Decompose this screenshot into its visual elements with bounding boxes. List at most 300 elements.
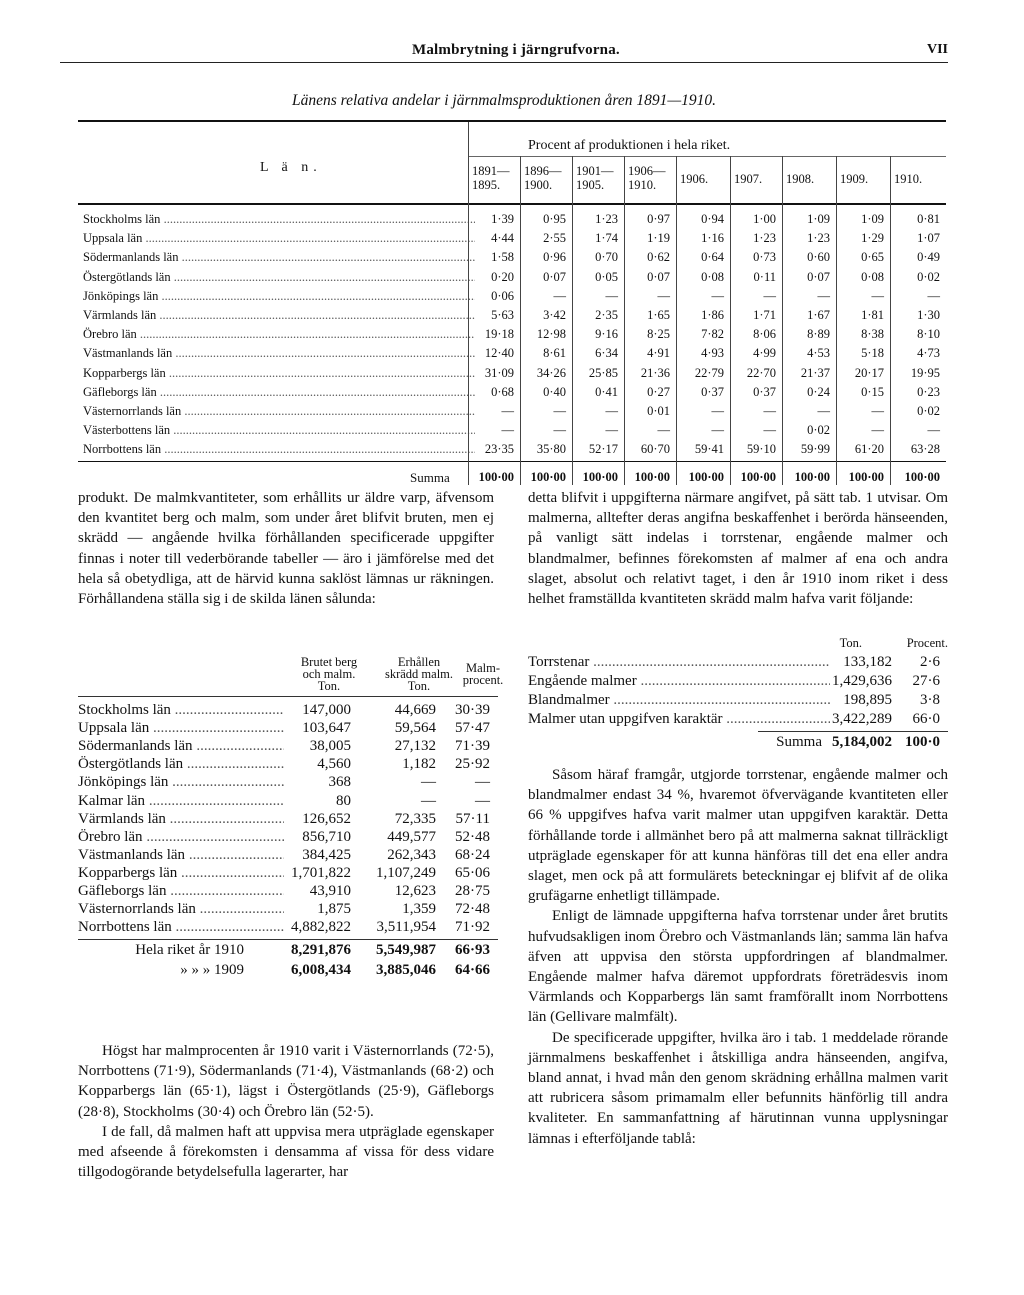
table2-cell-procent: 68·24 xyxy=(455,846,490,863)
table1-cell: — xyxy=(605,288,618,303)
table1-cell: — xyxy=(657,423,670,438)
table2-row-name: Värmlands län ..... xyxy=(78,811,284,828)
table2-cell-erhallen: — xyxy=(421,774,436,791)
table1-cell: 1·58 xyxy=(491,250,514,265)
table1-cell: 0·73 xyxy=(753,250,776,265)
table1-row xyxy=(78,212,946,230)
table2-cell-erhallen: 449,577 xyxy=(387,828,436,845)
table2-cell-brutet: 103,647 xyxy=(302,720,351,737)
table1-cell: 0·95 xyxy=(543,212,566,226)
table2-row-name: Västmanlands län ..... xyxy=(78,847,284,864)
table2-row-name: Örebro län ..... xyxy=(78,829,284,846)
table1-row xyxy=(78,442,946,460)
table3-row xyxy=(528,692,948,710)
table1-summa-cell: 100·00 xyxy=(634,470,670,484)
table1-cell: 0·41 xyxy=(595,384,618,399)
table2-cell-brutet: 4,560 xyxy=(317,756,351,773)
table1-cell: — xyxy=(711,423,724,438)
table1-cell: 5·18 xyxy=(861,346,884,361)
table1-cell: 22·70 xyxy=(746,365,776,380)
table2-row-name: Kopparbergs län ..... xyxy=(78,865,284,882)
table1-cell: 12·98 xyxy=(536,327,566,342)
table3 xyxy=(528,636,948,756)
table1-cell: 0·01 xyxy=(647,404,670,418)
table1-cell: 0·65 xyxy=(861,250,884,265)
table2-cell-procent: 52·48 xyxy=(455,828,490,845)
table2-total-rule xyxy=(78,939,498,940)
table1-col-header: 1906— 1910. xyxy=(628,164,666,192)
table1-cell: 4·73 xyxy=(917,346,940,361)
table1-col-header: 1908. xyxy=(786,172,815,186)
table1-cell: 22·79 xyxy=(694,365,724,380)
table1-summa-cell: 100·00 xyxy=(848,470,884,484)
running-head xyxy=(60,40,948,63)
paragraph-sasom: Såsom häraf framgår, utgjorde torrstenar, engående malmer och blandmalmer endast 34 %, hvaremot öfvervägande kvantiteten eller 66 % uppgifves hafva varit malmer utan uppgifven karaktär. Detta förhållande torde i allmänhet bero på att malmerna saknat tillräckligt utpräglade egenskaper för att kunna hänföras till det ena eller andra slaget, men ock på att formulärets beteckningar ej blifvit af de olika grufägarne enhetligt tillämpade. xyxy=(528,767,948,905)
table1-cell: 21·36 xyxy=(640,365,670,380)
table2-cell-brutet: 147,000 xyxy=(302,702,351,718)
total-1910-brutet: 8,291,876 xyxy=(291,942,351,958)
table1-cell: 4·53 xyxy=(807,346,830,361)
table1-cell: 0·81 xyxy=(917,212,940,226)
table1-cell: 21·37 xyxy=(800,365,830,380)
table2-row xyxy=(78,756,498,774)
table1-cell: — xyxy=(501,423,514,438)
table1-cell: — xyxy=(553,288,566,303)
table2-row xyxy=(78,865,498,883)
table2-row xyxy=(78,829,498,847)
table1-cell: 0·64 xyxy=(701,250,724,265)
table1-col-header: 1896— 1900. xyxy=(524,164,562,192)
table3-cell-procent: 27·6 xyxy=(912,673,940,689)
table1-cell: 0·27 xyxy=(647,384,670,399)
table2-row xyxy=(78,720,498,738)
table2-cell-procent: 72·48 xyxy=(455,901,490,918)
table2-cell-procent: — xyxy=(475,792,490,809)
table2-header-procent-line2: procent. xyxy=(462,673,504,687)
table3-cell-ton: 198,895 xyxy=(843,692,892,708)
table1-cell: 0·08 xyxy=(701,269,724,284)
table1-cell: 0·23 xyxy=(917,384,940,399)
table2-row xyxy=(78,919,498,937)
table1-cell: — xyxy=(763,404,776,418)
table1-cell: 0·02 xyxy=(917,269,940,284)
table1-cell: 1·30 xyxy=(917,308,940,322)
table2-cell-erhallen: 1,107,249 xyxy=(376,864,436,881)
table1-cell: 9·16 xyxy=(595,327,618,342)
table3-cell-ton: 1,429,636 xyxy=(832,673,892,689)
table1-col-rule xyxy=(730,156,731,485)
table1-col-header: 1909. xyxy=(840,172,869,186)
table1-col-rule xyxy=(782,156,783,485)
table1-cell: 1·29 xyxy=(861,231,884,246)
table1-header-rule xyxy=(78,203,946,205)
table1-col-rule xyxy=(890,156,891,485)
left-column-text-1 xyxy=(78,488,494,609)
table1-cell: 4·91 xyxy=(647,346,670,361)
left-column-text-2 xyxy=(78,1041,494,1182)
table3-row-name: Engående malmer ..... xyxy=(528,673,830,690)
table1-row-name: Västernorrlands län ..... xyxy=(83,404,475,419)
table1-cell: — xyxy=(711,404,724,418)
table1-cell: 3·42 xyxy=(543,308,566,322)
table1-cell: 0·60 xyxy=(807,250,830,265)
table2-row xyxy=(78,901,498,919)
table1-cell: 61·20 xyxy=(854,442,884,457)
table2-row xyxy=(78,793,498,811)
table2-header-erhallen-line2: skrädd malm. xyxy=(384,667,454,681)
table1-summa-label: Summa xyxy=(410,470,450,485)
table3-summa-procent: 100·0 xyxy=(904,734,940,750)
table1-cell: 1·09 xyxy=(861,212,884,226)
table2-header-brutet-line1: Brutet berg xyxy=(300,655,358,669)
table1-cell: 2·55 xyxy=(543,231,566,246)
table1 xyxy=(78,120,946,485)
table1-cell: — xyxy=(605,404,618,418)
table1-cell: 12·40 xyxy=(484,346,514,361)
table3-row-name: Blandmalmer ..... xyxy=(528,692,830,709)
table1-cell: 1·86 xyxy=(701,308,724,322)
table1-cell: 0·96 xyxy=(543,250,566,265)
table2-cell-procent: 71·39 xyxy=(455,738,490,755)
table1-row-name: Jönköpings län ..... xyxy=(83,289,475,304)
table1-cell: 20·17 xyxy=(854,365,884,380)
table2-row xyxy=(78,883,498,901)
table2-header-rule xyxy=(78,696,498,697)
table1-row xyxy=(78,308,946,326)
table1-col-rule xyxy=(624,156,625,485)
table1-cell: 0·05 xyxy=(595,269,618,284)
table1-cell: 5·63 xyxy=(491,308,514,322)
table1-cell: 6·34 xyxy=(595,346,618,361)
table1-cell: — xyxy=(817,404,830,418)
table2-cell-erhallen: 1,359 xyxy=(402,901,436,918)
table1-cell: 34·26 xyxy=(536,365,566,380)
table2-cell-procent: 30·39 xyxy=(455,702,490,718)
table1-cell: 1·74 xyxy=(595,231,618,246)
table1-cell: 0·97 xyxy=(647,212,670,226)
table1-cell: — xyxy=(763,423,776,438)
table1-row-name: Uppsala län ..... xyxy=(83,231,475,246)
table1-summa-cell: 100·00 xyxy=(688,470,724,484)
table1-summa-cell: 100·00 xyxy=(740,470,776,484)
paragraph-hogst: Högst har malmprocenten år 1910 varit i Västernorrlands (72·5), Norrbottens (71·9), Södermanlands (71·4), Västmanlands (68·2) och Kopparbergs län (65·1), lägst i Östergötlands (25·9), Gäfleborgs (28·8), Stockholms (30·4) och Örebro län (52·5). xyxy=(78,1043,494,1120)
table1-cell: 0·15 xyxy=(861,384,884,399)
table2-cell-erhallen: 44,669 xyxy=(394,702,436,718)
table1-row xyxy=(78,423,946,441)
table1-cell: 1·23 xyxy=(807,231,830,246)
table2-cell-brutet: 384,425 xyxy=(302,846,351,863)
total-1909-brutet: 6,008,434 xyxy=(291,962,351,978)
table1-cell: — xyxy=(605,423,618,438)
table1-cell: 0·02 xyxy=(807,423,830,438)
table1-summa-cell: 100·00 xyxy=(794,470,830,484)
table3-cell-ton: 3,422,289 xyxy=(832,711,892,727)
table2-header-erhallen-line3: Ton. xyxy=(407,679,431,693)
table1-cell: 0·24 xyxy=(807,384,830,399)
table2-row xyxy=(78,847,498,865)
table1-cell: 1·16 xyxy=(701,231,724,246)
table1-cell: 19·18 xyxy=(484,327,514,342)
table2-cell-brutet: 4,882,822 xyxy=(291,919,351,936)
table2-cell-procent: 57·11 xyxy=(455,810,490,827)
table1-cell: 1·07 xyxy=(917,231,940,246)
table1-cell: — xyxy=(657,288,670,303)
table1-cell: 1·65 xyxy=(647,308,670,322)
table3-header-row xyxy=(528,636,948,654)
table1-top-rule xyxy=(78,120,946,122)
total-1910-erhallen: 5,549,987 xyxy=(376,942,436,958)
table2-cell-brutet: 126,652 xyxy=(302,810,351,827)
total-1909-label: » » » 1909 xyxy=(180,962,244,978)
table1-cell: 1·00 xyxy=(753,212,776,226)
table1-cell: 60·70 xyxy=(640,442,670,457)
table1-group-header: Procent af produktionen i hela riket. xyxy=(528,138,731,153)
table1-row-name: Östergötlands län ..... xyxy=(83,270,475,285)
table2-cell-procent: — xyxy=(475,774,490,791)
table1-col-header: 1907. xyxy=(734,172,763,186)
table1-summa-row xyxy=(78,470,946,488)
table3-header-procent: Procent. xyxy=(906,636,948,650)
table2-row xyxy=(78,811,498,829)
table1-cell: 8·61 xyxy=(543,346,566,361)
table3-cell-procent: 66·0 xyxy=(912,711,940,727)
table2-cell-erhallen: — xyxy=(421,792,436,809)
table1-cell: 1·23 xyxy=(595,212,618,226)
table1-cell: 8·25 xyxy=(647,327,670,342)
table1-row xyxy=(78,270,946,288)
table1-cell: 52·17 xyxy=(588,442,618,457)
paragraph-de-specificerade: De specificerade uppgifter, hvilka äro i tab. 1 meddelade rörande järnmalmens beskaffenhet i åtskilliga andra hänseenden, angifva, bland annat, i hvad mån den genom skrädning erhållna malmen varit att rubricera såsom primamalm eller befunnits hänförlig till andra kvaliteter. En sammanfattning af härutinnan vunna upplysningar lämnas i efterföljande tablå: xyxy=(528,1029,948,1147)
table1-col-rule xyxy=(836,156,837,485)
table2-total-1909 xyxy=(78,962,498,980)
table1-cell: 1·67 xyxy=(807,308,830,322)
table2-cell-brutet: 856,710 xyxy=(302,828,351,845)
table1-cell: 0·07 xyxy=(647,269,670,284)
table2-row-name: Norrbottens län ..... xyxy=(78,919,284,936)
table2-cell-erhallen: 3,511,954 xyxy=(376,919,436,936)
table1-cell: 8·10 xyxy=(917,327,940,342)
table1-cell: — xyxy=(817,288,830,303)
table1-summa-cell: 100·00 xyxy=(582,470,618,484)
table2-header-erhallen-line1: Erhållen xyxy=(397,655,441,669)
table1-summa-cell: 100·00 xyxy=(478,470,514,484)
right-column-text-1 xyxy=(528,488,948,609)
table1-row xyxy=(78,346,946,364)
table1-cell: 0·20 xyxy=(491,269,514,284)
right-column-text-2 xyxy=(528,765,948,1149)
table2-row xyxy=(78,702,498,720)
table2-cell-procent: 25·92 xyxy=(455,756,490,773)
table2-row-name: Västernorrlands län ..... xyxy=(78,901,284,918)
table1-body-rule xyxy=(78,461,946,462)
page-number: VII xyxy=(926,42,948,57)
table2-row-name: Södermanlands län ..... xyxy=(78,738,284,755)
table2-cell-erhallen: 72,335 xyxy=(394,810,436,827)
total-1909-erhallen: 3,885,046 xyxy=(376,962,436,978)
table2-row-name: Gäfleborgs län ..... xyxy=(78,883,284,900)
table2-cell-erhallen: 59,564 xyxy=(394,720,436,737)
table1-row-name: Västerbottens län ..... xyxy=(83,423,475,438)
table1-row-name: Stockholms län ..... xyxy=(83,212,475,227)
table1-cell: 4·99 xyxy=(753,346,776,361)
table1-cell: — xyxy=(871,288,884,303)
table1-cell: 1·39 xyxy=(491,212,514,226)
table1-cell: — xyxy=(711,288,724,303)
total-1910-procent: 66·93 xyxy=(454,942,490,958)
total-1909-procent: 64·66 xyxy=(454,962,490,978)
table1-cell: 23·35 xyxy=(484,442,514,457)
table1-cell: 1·71 xyxy=(753,308,776,322)
table1-cell: 0·70 xyxy=(595,250,618,265)
table2-cell-procent: 65·06 xyxy=(455,864,490,881)
table2-cell-brutet: 43,910 xyxy=(309,883,351,899)
table1-row xyxy=(78,231,946,249)
table1-cell: 1·09 xyxy=(807,212,830,226)
table1-col-header: 1891— 1895. xyxy=(472,164,510,192)
table1-cell: 0·07 xyxy=(807,269,830,284)
table1-cell: 35·80 xyxy=(536,442,566,457)
table1-cell: 0·02 xyxy=(917,404,940,418)
table1-cell: — xyxy=(927,288,940,303)
table2-header-brutet-line3: Ton. xyxy=(317,679,341,693)
table1-summa-cell: 100·00 xyxy=(530,470,566,484)
table1-col-header: 1906. xyxy=(680,172,709,186)
table2 xyxy=(78,652,504,978)
table2-row xyxy=(78,738,498,756)
total-1910-label: Hela riket år 1910 xyxy=(135,942,244,958)
table1-row xyxy=(78,366,946,384)
table1-lan-header: L ä n. xyxy=(260,160,322,175)
table1-row-name: Södermanlands län ..... xyxy=(83,250,475,265)
table1-cell: 0·37 xyxy=(701,384,724,399)
table1-cell: 8·38 xyxy=(861,327,884,342)
table1-row xyxy=(78,250,946,268)
table1-cell: 63·28 xyxy=(910,442,940,457)
table2-cell-procent: 28·75 xyxy=(455,883,490,899)
table1-cell: 1·81 xyxy=(861,308,884,322)
table1-row-name: Värmlands län ..... xyxy=(83,308,475,323)
table2-header-brutet xyxy=(284,656,374,692)
table3-summa-label: Summa xyxy=(776,734,822,750)
table1-col-rule xyxy=(468,122,469,485)
table1-cell: 2·35 xyxy=(595,308,618,322)
paragraph-produkt: produkt. De malmkvantiteter, som erhållits ur äldre varp, äfvensom den kvantitet berg och malm, som under året blifvit bruten, men ej skrädd — angående hvilka förhållanden specificerade uppgifter finnas i noter till vederbörande tabeller — äro i jämförelse med det hela så obetydliga, att de härvid kunna saklöst lämnas ur räkningen. Förhållandena ställa sig i de skilda länen sålunda: xyxy=(78,490,494,608)
table1-caption: Länens relativa andelar i järnmalmsproduktionen åren 1891—1910. xyxy=(291,92,717,109)
table1-cell: 59·99 xyxy=(800,442,830,457)
table1-row xyxy=(78,385,946,403)
table1-row xyxy=(78,289,946,307)
table1-cell: 0·11 xyxy=(753,269,776,284)
paragraph-detta: detta blifvit i uppgifterna närmare angifvet, på sätt tab. 1 utvisar. Om malmerna, alltefter deras angifna beskaffenhet i berörda hänseenden, på vanligt sätt indelas i torrstenar, engående malmer och blandmalmer, befinnes förekomsten af malmer af ena och andra slaget, absolut och relativt taget, i den år 1910 inom riket i dess helhet framställda kvantiteten skrädd malm hafva varit följande: xyxy=(528,490,948,608)
table1-cell: 0·68 xyxy=(491,384,514,399)
table3-cell-ton: 133,182 xyxy=(843,654,892,670)
table1-cell: 0·06 xyxy=(491,288,514,303)
table1-cell: — xyxy=(871,404,884,418)
table1-col-rule xyxy=(572,156,573,485)
table1-cell: 25·85 xyxy=(588,365,618,380)
table1-cell: 59·41 xyxy=(694,442,724,457)
table2-cell-erhallen: 1,182 xyxy=(402,756,436,773)
table1-row-name: Örebro län ..... xyxy=(83,327,475,342)
table1-row xyxy=(78,404,946,422)
table1-cell: — xyxy=(553,423,566,438)
table3-row xyxy=(528,711,948,729)
table1-cell: 31·09 xyxy=(484,365,514,380)
table1-cell: 0·40 xyxy=(543,384,566,399)
table1-cell: 19·95 xyxy=(910,365,940,380)
table1-cell: — xyxy=(927,423,940,438)
table2-cell-erhallen: 262,343 xyxy=(387,846,436,863)
table1-cell: — xyxy=(763,288,776,303)
table1-cell: 4·44 xyxy=(491,231,514,246)
paragraph-i-de-fall: I de fall, då malmen haft att uppvisa mera utpräglade egenskaper med afseende å förekomsten i densamma af vissa för dess vidare tillgodogörande betydelsefulla lagerarter, har xyxy=(78,1123,494,1181)
table2-row-name: Jönköpings län ..... xyxy=(78,774,284,791)
table2-cell-brutet: 368 xyxy=(328,774,351,791)
table1-cell: 0·94 xyxy=(701,212,724,226)
table1-row-name: Kopparbergs län ..... xyxy=(83,366,475,381)
table3-sum-rule xyxy=(758,731,948,732)
table3-row-name: Torrstenar ..... xyxy=(528,654,830,671)
table3-cell-procent: 3·8 xyxy=(920,692,940,708)
table1-cell: — xyxy=(871,423,884,438)
table1-cell: 0·49 xyxy=(917,250,940,265)
paragraph-enligt: Enligt de lämnade uppgifterna hafva torrstenar under året brutits hufvudsakligen inom Örebro och Västmanlands län; samma län hafva äfven att uppvisa den största uppfordringen af blandmalmer. Engående malmer hafva däremot uppfordrats företrädesvis inom Värmlands och Kopparbergs län samt framförallt inom Norrbottens län (Gellivare malmfält). xyxy=(528,908,948,1026)
table1-cell: 8·06 xyxy=(753,327,776,342)
table2-cell-brutet: 80 xyxy=(336,792,351,809)
table2-cell-erhallen: 27,132 xyxy=(394,738,436,755)
table2-header-erhallen xyxy=(376,656,462,692)
table2-header-procent-line1: Malm- xyxy=(465,661,501,675)
table2-row-name: Kalmar län ..... xyxy=(78,793,284,810)
table3-row-name: Malmer utan uppgifven karaktär ..... xyxy=(528,711,830,728)
table1-cell: 7·82 xyxy=(701,327,724,342)
table1-col-header: 1901— 1905. xyxy=(576,164,614,192)
table2-total-1910 xyxy=(78,942,498,960)
table1-row-name: Gäfleborgs län ..... xyxy=(83,385,475,400)
table1-summa-cell: 100·00 xyxy=(904,470,940,484)
running-head-title: Malmbrytning i järngrufvorna. xyxy=(412,42,620,58)
table3-summa-ton: 5,184,002 xyxy=(832,734,892,750)
table1-cell: 4·93 xyxy=(701,346,724,361)
table3-cell-procent: 2·6 xyxy=(920,654,940,670)
table1-cell: 1·19 xyxy=(647,231,670,246)
table2-row-name: Uppsala län ..... xyxy=(78,720,284,737)
table1-col-header: 1910. xyxy=(894,172,923,186)
table1-cell: 0·62 xyxy=(647,250,670,265)
table2-cell-brutet: 38,005 xyxy=(309,738,351,755)
table1-col-rule xyxy=(676,156,677,485)
table3-row xyxy=(528,673,948,691)
table2-cell-brutet: 1,875 xyxy=(317,901,351,918)
table1-cell: 1·23 xyxy=(753,231,776,246)
table1-cell: 0·08 xyxy=(861,269,884,284)
table1-cell: 0·07 xyxy=(543,269,566,284)
table2-cell-procent: 57·47 xyxy=(455,720,490,737)
table1-row-name: Norrbottens län ..... xyxy=(83,442,475,457)
table2-row-name: Stockholms län ..... xyxy=(78,702,284,719)
table1-group-rule xyxy=(468,156,946,157)
table1-cell: 8·89 xyxy=(807,327,830,342)
table2-cell-brutet: 1,701,822 xyxy=(291,864,351,881)
table2-row-name: Östergötlands län ..... xyxy=(78,756,284,773)
table3-header-ton: Ton. xyxy=(839,636,862,650)
table1-col-rule xyxy=(520,156,521,485)
table2-cell-erhallen: 12,623 xyxy=(394,883,436,899)
table3-summa-row xyxy=(528,734,948,752)
table3-row xyxy=(528,654,948,672)
table1-cell: — xyxy=(553,404,566,418)
table1-cell: 59·10 xyxy=(746,442,776,457)
